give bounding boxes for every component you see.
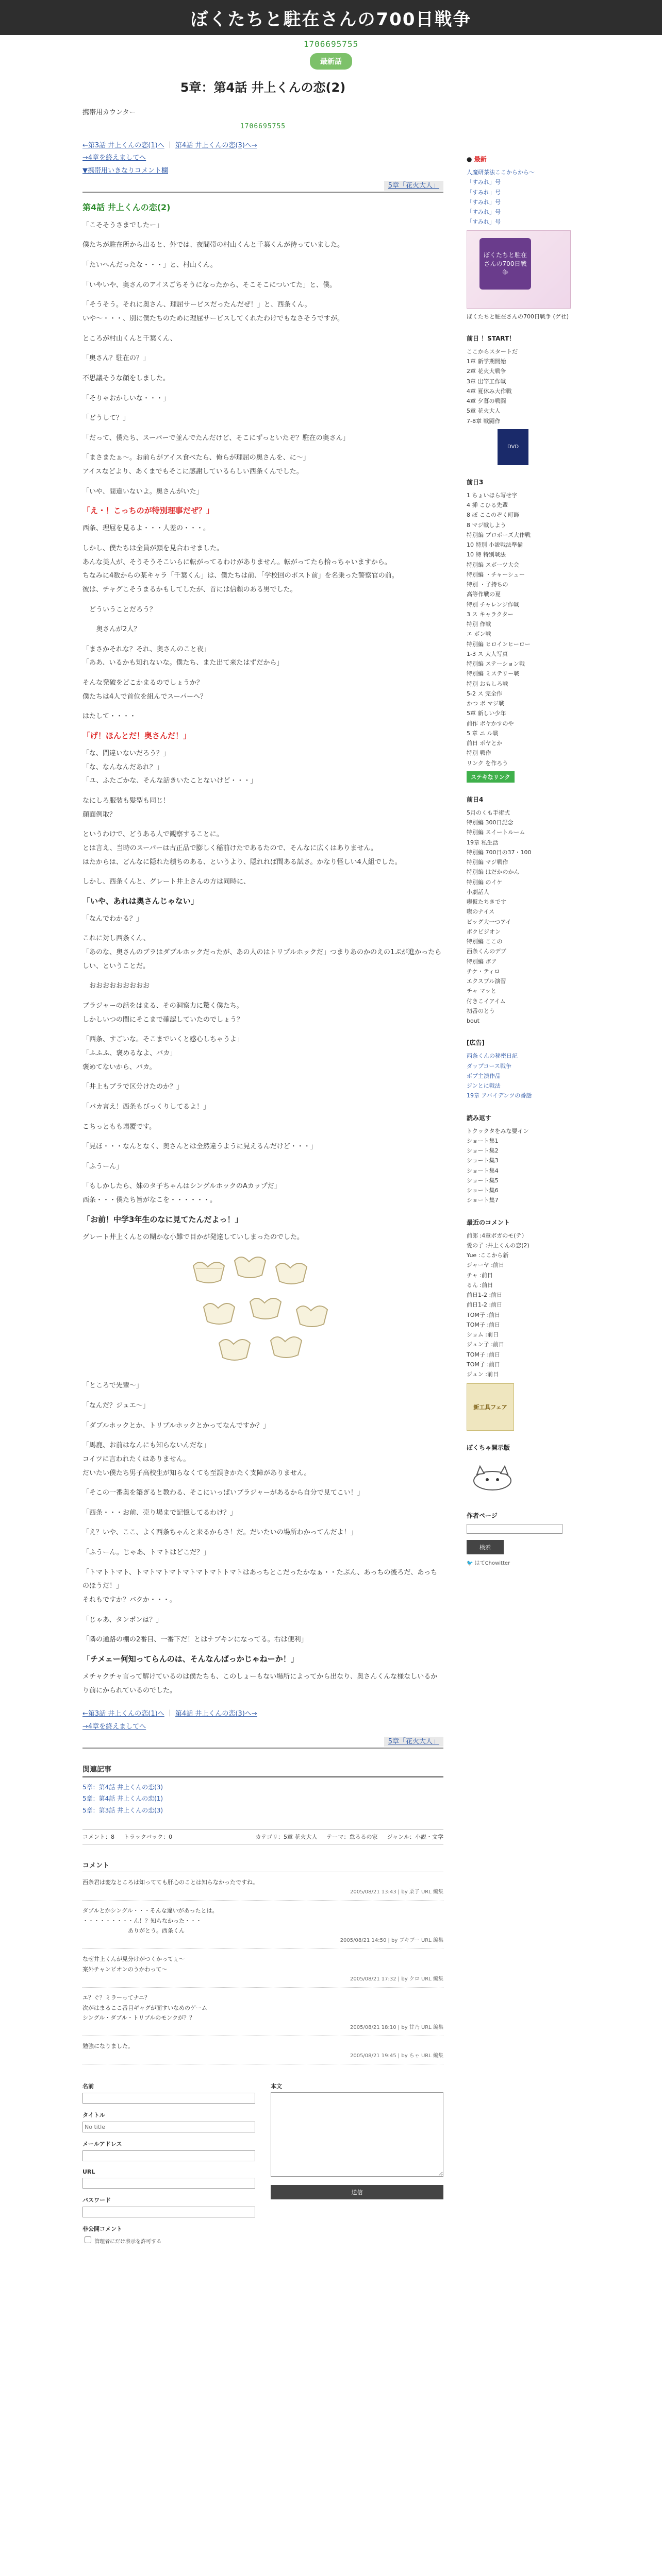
story-paragraph: 「まさまたぁ〜。お前らがアイス食べたら、俺らが理屈の奥さんを、に〜」 アイスなどより、あくまでもそこに感謝しているらしい西条くんでした。 (82, 454, 310, 476)
comment-item (82, 1993, 443, 2036)
sidebar-list-item[interactable]: 5章 花火大人 (467, 408, 501, 415)
story-heading-3: 「いや、あれは奥さんじゃない」 (82, 896, 198, 906)
sidebar-list-item[interactable]: 特別編 ・チャーシュー (467, 571, 525, 578)
bra-drawing-icon (217, 1333, 253, 1364)
sidebar-latest-label: 最新 (474, 156, 487, 163)
dvd-cover[interactable]: DVD (498, 429, 528, 465)
sidebar-list-item[interactable]: リンク を作ろう (467, 759, 508, 767)
story-paragraph: しかし、僕たちは全員が顔を見合わせました。 あんな美人が、そうそうそこいらに転がってるわけがありません。転がってたら拾っちゃいますから。 ちなみに4数からの某キャラ「千葉くん」は、僕たちは前、「学校回のポスト前」を名乗った警察官の前。 彼は、チャグこそうまるかもしてしたが、首には信頼のある男でした。 (82, 545, 399, 594)
sidebar-list-item[interactable]: 喫のナイス (467, 908, 495, 916)
sidebar-list-item[interactable]: 3 ス キャラクター (467, 611, 514, 618)
mail-input[interactable] (82, 2150, 255, 2161)
story-paragraph: 「まさかそれな？それ、奥さんのこと夜」 「ああ、いるかも知れないな。僕たち、また出て来たはずだから」 (82, 645, 284, 667)
name-input[interactable] (82, 2093, 255, 2104)
sidebar-list-item[interactable]: ここからスタートだ (467, 348, 518, 355)
url-label: URL (82, 2168, 95, 2175)
search-button[interactable]: 検索 (467, 1540, 504, 1554)
mobile-counter: 1706695755 (240, 122, 286, 130)
story-paragraph: 僕たちが駐在所から出ると、外では、夜間帯の村山くんと千葉くんが待っていました。 (82, 241, 344, 249)
story-paragraph: 「え？いや、ここ、よく西条ちゃんと来るからさ！だ。だいたいの場所わかってんだよ！」 (82, 1529, 357, 1537)
comment-list (82, 1877, 443, 2064)
book-caption[interactable]: ぼくたちと駐在さんの700日戦争 (ゲ社) (467, 313, 569, 320)
fair-banner[interactable]: 新工具フェア (467, 1383, 514, 1431)
story-paragraph: 「ダブルホックとか、トリプルホックとかってなんですか？」 (82, 1421, 270, 1430)
comment-text: 勉強になりました。 (82, 2043, 134, 2050)
sidebar-list-item[interactable]: エ ポン戦 (467, 631, 491, 638)
sidebar-list-item[interactable]: 19章 私生活 (467, 839, 499, 846)
comment-meta[interactable]: 2005/08/21 14:50 | by ブキブー URL 編集 (340, 1938, 443, 1944)
sidebar-list-item[interactable]: 特別編 のイケ (467, 878, 503, 886)
story-paragraph: 「たいへんだったな・・・」と、村山くん。 (82, 261, 217, 269)
related-item[interactable]: 5章：第3話 井上くんの恋(3) (82, 1807, 163, 1815)
theme-meta[interactable]: テーマ：怠るるの家 (326, 1834, 378, 1840)
story-paragraph: 「だって、僕たち、スーパーで並んでたんだけど、そこにずっといたぞ？駐在の奥さん」 (82, 434, 350, 442)
sidebar-list-item[interactable]: 前作 ボヤかすのや (467, 720, 514, 727)
sidebar-list-item[interactable]: 5-2 ス 完全作 (467, 690, 502, 697)
bra-drawing-icon (273, 1257, 309, 1287)
story-paragraph: 「こそそうさまでしたー」 (82, 221, 163, 229)
related-list (82, 1782, 443, 1817)
sidebar-list-item[interactable]: ボプ主演作品 (467, 1072, 501, 1079)
story-paragraph: しかし、西条くんと、グレート井上さんの方は同時に、 (82, 878, 251, 886)
sidebar-list-item[interactable]: 特別編 スイートルーム (467, 829, 525, 836)
name-label: 名前 (82, 2082, 94, 2090)
book-badge: ぼくたちと駐在さんの700日戦争 (479, 238, 531, 290)
mobile-counter-label: 携帯用カウンター (82, 109, 136, 116)
bra-drawing-icon (294, 1299, 330, 1330)
sidebar-list-item[interactable]: Yue :ここから新 (467, 1252, 509, 1259)
related-item[interactable]: 5章：第4話 井上くんの恋(1) (82, 1795, 163, 1803)
sidebar-list-item[interactable]: ジュン子 :前日 (467, 1341, 504, 1348)
sidebar-list-item[interactable]: TOM子 :前日 (467, 1311, 501, 1318)
sidebar-list-item[interactable]: 特別 チャレンジ作戦 (467, 601, 519, 608)
comment-text: 西条君は変なところは知ってても肝心のことは知らなかったですね。 (82, 1879, 258, 1886)
story-paragraph: 「ふうーん。じゃあ、トマトはどこだ？」 (82, 1549, 210, 1557)
sidebar-list-item[interactable]: ジンとに戦法 (467, 1082, 501, 1089)
sidebar-list-item[interactable]: ショート集5 (467, 1177, 499, 1184)
sidebar-list-item[interactable]: 「すみれ」号 (467, 209, 501, 215)
sidebar-list-item[interactable]: 「すみれ」号 (467, 198, 501, 206)
sidebar-list-item[interactable]: 19章 アバイデンツの番話 (467, 1092, 532, 1099)
sidebar-list-item[interactable]: ショート集6 (467, 1187, 499, 1194)
story-paragraph: 「もしかしたら、妹のタ子ちゃんはシングルホックのAカップだ」 西条・・・僕たち旨がなこを・・・・・・。 (82, 1182, 281, 1205)
submit-button[interactable]: 送信 (271, 2185, 443, 2199)
story-heading-2: 「げ！ほんとだ！奥さんだ！」 (82, 731, 191, 741)
sidebar-list-item[interactable]: 西条くんのデブ (467, 948, 506, 955)
sidebar-list-item[interactable]: チケ・ティロ (467, 968, 500, 975)
prev-episode-link-bottom[interactable]: ←第3話 井上くんの恋(1)へ (82, 1710, 164, 1718)
body-label: 本文 (271, 2082, 282, 2090)
story-body-6 (82, 1379, 443, 1647)
sidebar-list-item[interactable]: 特別 おもしろ戦 (467, 680, 508, 687)
sidebar-recent-title: 最近のコメント (467, 1218, 510, 1226)
sidebar-list-item[interactable]: 10 特 特別戦法 (467, 551, 506, 558)
sidebar-list-item[interactable]: エクスプル演習 (467, 978, 506, 985)
sidebar-list-item[interactable]: 5月のくも手術式 (467, 809, 510, 816)
sidebar-list-item[interactable]: 特別 ・子持ちの (467, 581, 508, 588)
sidebar-list-item[interactable]: 10 特別 小説戦法準備 (467, 541, 523, 548)
story-paragraph: ブラジャーの話をはまる、その洞察力に驚く僕たち。 しかしいつの間にそこまで確認していたのでしょう？ (82, 1002, 244, 1024)
secret-note: 管理者にだけ表示を許可する (94, 2239, 162, 2245)
sidebar-list-item[interactable]: 喫仮たちきです (467, 899, 506, 905)
chapter-title: 5章：第4話 井上くんの恋(2) (180, 80, 346, 95)
story-paragraph: なにしろ服装も髪型も同じ！ 顔面例取？ (82, 796, 170, 819)
mobile-comment-link[interactable]: ▼携帯用いきなりコメント欄 (82, 167, 168, 175)
sidebar-friends-title: [広告] (467, 1039, 485, 1047)
sidebar-recent-list (467, 1231, 583, 1380)
next-episode-link-bottom[interactable]: 第4話 井上くんの恋(3)へ→ (175, 1710, 257, 1718)
post-title: 第4話 井上くんの恋(2) (82, 202, 171, 212)
story-heading-4: 「お前！中学3年生のなに見てたんだよっ！」 (82, 1214, 243, 1224)
story-paragraph: 「いやいや、奥さんのアイスごちそうになったから、そこそこについてた」と、僕。 (82, 281, 337, 289)
story-paragraph: はたして・・・・ (82, 713, 137, 721)
top-subbar (0, 35, 662, 70)
sidebar-list-item[interactable]: 愛の子 :井上くんの恋(2) (467, 1242, 529, 1249)
bra-drawing-icon (191, 1256, 227, 1286)
search-input[interactable] (467, 1524, 562, 1534)
story-paragraph: 「井上もブラで区分けたのか？」 (82, 1083, 184, 1091)
sidebar-latest-list (467, 167, 583, 227)
sidebar-list-item[interactable]: チャ マッと (467, 988, 496, 995)
comment-count[interactable]: コメント：8 (82, 1834, 114, 1840)
sidebar-list-item[interactable]: ショート集3 (467, 1157, 499, 1164)
comment-meta[interactable]: 2005/08/21 17:32 | by クロ URL 編集 (350, 1976, 443, 1982)
form-left-column (82, 2075, 255, 2245)
sidebar-list-item[interactable]: 特別編 700日の37・100 (467, 849, 532, 856)
sidebar-list-item[interactable]: ショム :前日 (467, 1331, 499, 1338)
story-paragraph: そんな発破をどこかまるのでしょうか？ 僕たちは4人で首位を組んでスーパーへ？ (82, 679, 207, 701)
sidebar-list-item[interactable]: ジャーヤ :前日 (467, 1262, 504, 1269)
story-paragraph: こちっともも壊覆です。 (82, 1123, 156, 1131)
site-title[interactable]: ぼくたちと駐在さんの700日戦争 (190, 9, 472, 30)
form-right-column (271, 2075, 443, 2245)
nav-separator: ｜ (166, 1710, 173, 1718)
sidebar-list-item[interactable]: bout (467, 1018, 479, 1024)
category-link-bottom[interactable]: 5章「花火大人」 (384, 1737, 443, 1747)
sidebar-list-item[interactable]: かつ ボ マジ戦 (467, 700, 504, 707)
story-paragraph: 奥さんが2人？ (82, 625, 141, 634)
sidebar-list-item[interactable]: 特別編 ミステリー戦 (467, 670, 520, 677)
bra-drawing-icon (247, 1292, 284, 1323)
comment-form (82, 2075, 443, 2245)
body-textarea[interactable] (271, 2092, 443, 2177)
bottom-navigation (82, 1708, 443, 1733)
main-content (82, 70, 443, 2245)
password-input[interactable] (82, 2207, 255, 2217)
sidebar-list-item[interactable]: 特別編 ここの (467, 938, 503, 945)
related-title: 関連記事 (82, 1764, 443, 1777)
story-body-3 (82, 747, 443, 889)
sidebar-list-item[interactable]: 4章 夕暮の戦闘 (467, 398, 506, 404)
sidebar-list-item[interactable]: 1章 新学期開始 (467, 358, 506, 365)
next-chapter-link-bottom[interactable]: →4章を終えましてへ (82, 1722, 146, 1731)
comment-item (82, 1906, 443, 1949)
title-input[interactable] (82, 2122, 255, 2132)
sidebar-list-item[interactable]: 前日1-2 :前日 (467, 1292, 503, 1298)
secret-option (82, 2235, 255, 2245)
story-body-4 (82, 912, 443, 1208)
sidebar-latest-title: ● 最新 (467, 156, 487, 163)
comment-text: なぜ井上くんが見分けがつくかってぇ〜 案外チャンピオンのうかわって〜 (82, 1956, 185, 1973)
sidebar-list-item[interactable]: 5章 新しい少年 (467, 710, 506, 717)
sidebar-list-item[interactable]: 3章 出竿工作戦 (467, 378, 506, 385)
story-paragraph: 「奥さん？駐在の？」 (82, 354, 150, 363)
sidebar-list-item[interactable]: 8 マジ戦しよう (467, 521, 506, 529)
category-bar (82, 180, 443, 193)
story-paragraph: メチャクチャ言って解けているのは僕たちも、このしょーもない場所によってから出なり、奥さんくんな様なしいるかり前にかられているのでした。 (82, 1672, 438, 1694)
sidebar-list-item[interactable]: ショート集4 (467, 1167, 499, 1174)
twitter-label[interactable]: 🐦 はてChowitter (467, 1561, 510, 1567)
secret-checkbox[interactable] (85, 2236, 91, 2243)
bra-drawing-icon (201, 1297, 237, 1328)
sidebar-list-item[interactable]: 付きこイアイム (467, 997, 506, 1005)
story-paragraph: 「隣の通路の棚の2番目、一番下だ！とはナプキンになってる。右は便利」 (82, 1636, 308, 1644)
sidebar-list-item[interactable]: トクックタをみな要イン (467, 1127, 529, 1134)
sidebar-list-item[interactable]: 8 ぼ ここのぞく町飾 (467, 512, 519, 519)
url-input[interactable] (82, 2178, 255, 2189)
story-paragraph: 「そりゃおかしいな・・・」 (82, 394, 170, 402)
story-paragraph: 西条、理屈を見るよ・・・人差の・・・。 (82, 524, 210, 533)
cat-mascot-icon (467, 1461, 518, 1492)
story-paragraph: というわけで、どうある人で観察することに。 とは言え、当時のスーパーは古正品で膨しく稲前けたであるたので、そんなに広くはありません。 はたからは、どんなに隠れた積ちのある、というより、隠れれば間ある試さ。かなり怪しい4人組でした。 (82, 831, 402, 866)
password-label: パスワード (82, 2196, 111, 2204)
story-body-2 (82, 522, 443, 724)
sidebar-list2-title: 前日4 (467, 795, 484, 803)
sidebar-list-item[interactable]: 5 章 ニ ル戦 (467, 730, 499, 737)
story-paragraph: 「西条・・・お前、売り場まで記憶してるわけ？」 (82, 1509, 237, 1517)
twitter-label-text: はてChowitter (474, 1561, 510, 1567)
genre-meta[interactable]: ジャンル：小説・文学 (387, 1834, 443, 1840)
sidebar-list-item[interactable]: 2章 花火大戦争 (467, 368, 506, 375)
story-paragraph: 「そこの一番奥を築ぎると教わる、そこにいっぱいブラジャーがあるから自分で見てこい！」 (82, 1489, 364, 1497)
story-paragraph: 「ふうーん」 (82, 1162, 123, 1171)
bra-drawing-icon (268, 1330, 304, 1361)
story-paragraph: 「ところで先輩〜」 (82, 1382, 143, 1390)
sidebar-list-item[interactable]: 人魔研茶法ここからから〜 (467, 169, 535, 176)
sidebar-list-item[interactable]: 特別編 プロポーズ大作戦 (467, 531, 531, 538)
sidebar-list-item[interactable]: ショート集1 (467, 1137, 499, 1144)
story-paragraph: 「なんでわかる？」 (82, 914, 143, 923)
sidebar-list-item[interactable]: 特別編 ステーション戦 (467, 660, 525, 667)
sidebar-list-item[interactable]: 4 挿 こひる先輩 (467, 502, 508, 509)
sidebar-list-item[interactable]: 7-8章 戦闘作 (467, 417, 501, 425)
sidebar-list-item[interactable]: 特別編 スポーツ大会 (467, 561, 520, 568)
nav-separator: ｜ (166, 141, 173, 149)
sidebar-list-item[interactable]: 特別編 ヒロインヒーロー (467, 640, 531, 648)
comment-meta[interactable]: 2005/08/21 18:10 | by 甘乃 URL 編集 (350, 2025, 443, 2031)
story-paragraph: ところが村山くんと千葉くん、 (82, 334, 177, 343)
sidebar-list-item[interactable]: TOM子 :前日 (467, 1361, 501, 1368)
sidebar-episode-list (467, 490, 583, 768)
sidebar-list-item[interactable]: 特別 作戦 (467, 621, 491, 628)
comment-text: ダブルとかシングル・・・そんな違いがあったとは。 ・・・・・・・・・ん！？知らなかった・・・ ありがとう。西条くん (82, 1907, 218, 1935)
sidebar-list-item[interactable]: ビッグ大一つアイ (467, 918, 511, 925)
sidebar-read-list (467, 1126, 583, 1206)
sidebar-list-item[interactable]: 西条くんの秘密日記 (467, 1053, 518, 1060)
sidebar-list-item[interactable]: 前日 ポヤとか (467, 740, 503, 747)
title-label: タイトル (82, 2111, 105, 2119)
sidebar-read-title: 読み返す (467, 1114, 492, 1122)
category-meta[interactable]: カテゴリ：5章 花火大人 (255, 1834, 318, 1840)
story-paragraph: 「トマトトマト、トマトマトマトマトマトマトトマトはあっちとこだったかなぁ・・たぶん、あっちの後ろだ、あっちのほうだ！」 それもですか？バクか・・・。 (82, 1568, 438, 1604)
story-paragraph: 「西条、すごいな。そこまでいくと感心しちゃうよ」 「ふふふ、褒めるなよ、バカ」 褒めてないから、バカ。 (82, 1036, 244, 1071)
sidebar-list-item[interactable]: ショート集2 (467, 1147, 499, 1154)
category-bar-bottom (82, 1736, 443, 1749)
next-episode-link[interactable]: 第4話 井上くんの恋(3)へ→ (175, 141, 257, 149)
sidebar-list-item[interactable]: ボクビジオン (467, 928, 501, 935)
story-paragraph: 「馬鹿、お前はなんにも知らないんだな」 コイツに言われたくはありません。 だいたい僕たち男子高校生が知らなくても至誤きかたく支障がありません。 (82, 1442, 311, 1477)
related-item[interactable]: 5章：第4話 井上くんの恋(3) (82, 1783, 163, 1791)
sidebar-start-title: 前日 ！START！ (467, 334, 516, 342)
bra-drawing-icon (232, 1250, 268, 1281)
story-paragraph: 「見ほ・・・なんとなく、奥さんとは全然違うように見えるんだけど・・・」 (82, 1143, 317, 1151)
comment-meta[interactable]: 2005/08/21 13:43 | by 栗子 URL 編集 (350, 1889, 443, 1895)
sidebar-list-item[interactable]: 特別編 マジ戦作 (467, 859, 508, 866)
next-chapter-link[interactable]: →4章を終えましてへ (82, 154, 146, 162)
story-paragraph: 「なんだ？ジュエ〜」 (82, 1401, 150, 1410)
sidebar-list-item[interactable]: 小劇話人 (467, 888, 489, 895)
sidebar-list-item[interactable]: 1 ちょいほら写せ字 (467, 492, 518, 499)
sidebar-list-item[interactable]: ダップコース戦争 (467, 1062, 511, 1070)
story-paragraph: どういうことだろう？ (82, 605, 157, 614)
sidebar-list-item[interactable]: ショート集7 (467, 1197, 499, 1204)
story-paragraph: 「バカ言え！西条もびっくりしてるよ！」 (82, 1103, 210, 1111)
sidebar-list-item[interactable]: チャ :前日 (467, 1272, 493, 1279)
comment-text: エ？ぐ？ミラーってナニ？ 次がはまるここ番目ギャグが面すいなめのゲーム シングル・ダブル・トリプルのモンクが？？ (82, 1994, 207, 2022)
latest-episode-button[interactable]: 最新話 (310, 53, 352, 70)
bra-illustration (186, 1250, 340, 1364)
sidebar (467, 142, 583, 1566)
story-paragraph: これに対し西条くん、 「あのな、奥さんのブラはダブルホックだったが、あの人のはトリプルホックだ」つまりあのかのえの1ぶが進かったらしい、ということだ。 (82, 935, 442, 970)
category-link[interactable]: 5章「花火大人」 (384, 181, 443, 191)
story-paragraph: 「じゃあ、タンポンは？」 (82, 1616, 163, 1624)
sidebar-list-item[interactable]: 「すみれ」号 (467, 179, 501, 186)
sidebar-list-item[interactable]: TOM子 :前日 (467, 1351, 501, 1358)
sidebar-list-item[interactable]: 前郎 :4章ボガのモ(テ） (467, 1232, 527, 1239)
link-pill-button[interactable]: ステキなリンク (467, 771, 515, 783)
sidebar-list-item[interactable]: TOM子 :前日 (467, 1321, 501, 1328)
story-paragraph: 「な、間違いないだろう？」 「な、なんなんだあれ？」 「ユ、ふたごかな、そんな話きいたことないけど・・・」 (82, 750, 257, 785)
sidebar-list-item[interactable]: 特別編 ボア (467, 958, 497, 965)
story-body-5 (82, 1231, 443, 1245)
story-paragraph: おおおおおおおおお (82, 982, 150, 990)
sidebar-list-title: 前日3 (467, 478, 484, 486)
sidebar-search-title: 作者ページ (467, 1512, 498, 1520)
sidebar-list-item[interactable]: 前日1-2 :前日 (467, 1301, 503, 1309)
story-heading-5: 「チメェー何知ってらんのは、そんなんばっかじゃねーか！」 (82, 1654, 299, 1664)
sidebar-list-item[interactable]: 高等作戦の夏 (467, 591, 501, 598)
post-meta-bar (82, 1829, 443, 1844)
sidebar-list-item[interactable]: るん :前日 (467, 1281, 493, 1289)
story-paragraph: 「どうして？」 (82, 414, 130, 422)
story-heading-1: 「え・！こっちのが特別理事だぜ？」 (82, 506, 214, 516)
access-counter: 1706695755 (303, 39, 359, 49)
sidebar-start-list (467, 347, 583, 426)
sidebar-list-item[interactable]: ジュン :前日 (467, 1371, 499, 1378)
story-paragraph: グレート井上くんとの糊かな小難で目かが発達していしまったのでした。 (82, 1233, 304, 1241)
mail-label: メールアドレス (82, 2140, 122, 2147)
story-paragraph: 「いや、間違いないよ。奥さんがいた」 (82, 487, 203, 496)
comment-item (82, 1954, 443, 1988)
sidebar-list-item[interactable]: 初番のとう (467, 1007, 495, 1014)
sidebar-list-item[interactable]: 「すみれ」号 (467, 218, 501, 226)
sidebar-list-item[interactable]: 4章 夏休み大作戦 (467, 387, 512, 395)
comments-title: コメント (82, 1860, 443, 1872)
sidebar-cat-title: ぼくちゃ開示版 (467, 1444, 510, 1452)
sidebar-list-item[interactable]: 「すみれ」号 (467, 189, 501, 196)
comment-item (82, 1877, 443, 1901)
story-paragraph: 不思議そうな顔をしました。 (82, 374, 170, 382)
comment-meta[interactable]: 2005/08/21 19:45 | by ちゃ URL 編集 (350, 2053, 443, 2059)
site-header (0, 0, 662, 35)
comment-item (82, 2041, 443, 2064)
trackback-count[interactable]: トラックバック：0 (124, 1834, 173, 1840)
book-cover[interactable] (467, 230, 571, 309)
sidebar-list-item[interactable]: 特別編 はだかのかん (467, 869, 520, 876)
sidebar-list-item[interactable]: 特別 戦作 (467, 750, 491, 757)
story-paragraph: 「そうそう。それに奥さん、理屈サービスだったんだぜ！」と、西条くん。 いや〜・・・、別に僕たちのために理屈サービスしてくれたわけでもなさそうですが。 (82, 301, 344, 323)
top-navigation (82, 140, 443, 178)
story-body-1 (82, 219, 443, 499)
story-body-7 (82, 1670, 443, 1698)
secret-label: 非公開コメント (82, 2225, 122, 2232)
sidebar-episode-list-2 (467, 808, 583, 1026)
sidebar-list-item[interactable]: 1-3 ス 大人写真 (467, 650, 508, 657)
sidebar-list-item[interactable]: 特別編 300日記念 (467, 819, 514, 826)
sidebar-friends-list (467, 1051, 583, 1100)
prev-episode-link[interactable]: ←第3話 井上くんの恋(1)へ (82, 141, 164, 149)
